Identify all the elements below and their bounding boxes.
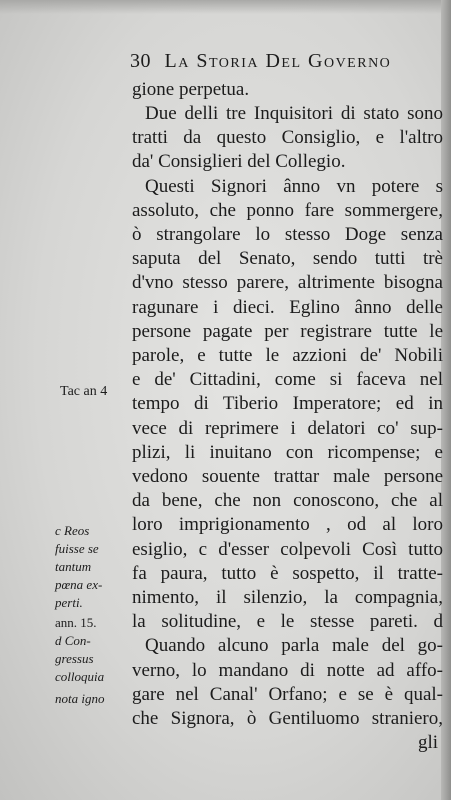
text-line: da' Consiglieri del Collegio. — [132, 151, 346, 172]
margin-note: fuisse se — [55, 541, 99, 556]
text-line: plizi, li inuitano con ricompense; e — [132, 442, 443, 463]
text-line: d'vno stesso parere, altrimente bisogna — [132, 272, 443, 293]
margin-note: gressus — [55, 651, 94, 666]
text-line: assoluto, che ponno fare sommergere, — [132, 200, 443, 221]
text-line: da bene, che non conoscono, che al — [132, 490, 443, 511]
text-line: Due delli tre Inquisitori di stato sono — [145, 103, 443, 124]
margin-note: Tac an 4 — [60, 384, 108, 399]
page-top-shadow — [0, 0, 451, 14]
text-line: tratti da questo Consiglio, e l'altro — [132, 127, 443, 148]
running-header — [130, 50, 442, 74]
margin-note: colloquia — [55, 669, 105, 684]
margin-note: tantum — [55, 559, 92, 574]
text-line: nimento, il silenzio, la compagnia, — [132, 587, 443, 608]
text-line: persone pagate per registrare tutte le — [132, 321, 443, 342]
text-line: esiglio, c d'esser colpevoli Così tutto — [132, 539, 443, 560]
text-line: fa paura, tutto è sospetto, il tratte- — [132, 563, 443, 584]
text-line: saputa del Senato, sendo tutti trè — [132, 248, 443, 269]
margin-note: c Reos — [55, 523, 90, 538]
text-line: tempo di Tiberio Imperatore; ed in — [132, 393, 443, 414]
margin-note: pœna ex- — [55, 577, 103, 592]
text-line: loro imprigionamento , od al loro — [132, 514, 443, 535]
catchword: gli — [418, 732, 439, 753]
running-title: La Storia Del Governo — [164, 50, 392, 72]
margin-note: ann. 15. — [55, 615, 97, 630]
text-line: Quando alcuno parla male del go- — [145, 635, 443, 656]
margin-note: perti. — [55, 595, 83, 610]
text-line: ò strangolare lo stesso Doge senza — [132, 224, 443, 245]
margin-note: d Con- — [55, 633, 91, 648]
text-line: che Signora, ò Gentiluomo straniero, — [132, 708, 443, 729]
text-line: vedono souente trattar male persone — [132, 466, 443, 487]
text-line: gare nel Canal' Orfano; e se è qual- — [132, 684, 443, 705]
text-line: Questi Signori ânno vn potere s — [145, 176, 443, 197]
margin-note: nota igno — [55, 691, 105, 706]
page-number: 30 — [130, 50, 151, 72]
text-line: la solitudine, e le stesse pareti. d — [132, 611, 443, 632]
text-line: ragunare i dieci. Eglino ânno delle — [132, 297, 443, 318]
text-line: gione perpetua. — [132, 79, 250, 100]
text-line: verno, lo mandano di notte ad affo- — [132, 660, 443, 681]
text-line: parole, e tutte le azzioni de' Nobili — [132, 345, 443, 366]
text-line: e de' Cittadini, come si faceva nel — [132, 369, 443, 390]
text-line: vece di reprimere i delatori co' sup- — [132, 418, 443, 439]
